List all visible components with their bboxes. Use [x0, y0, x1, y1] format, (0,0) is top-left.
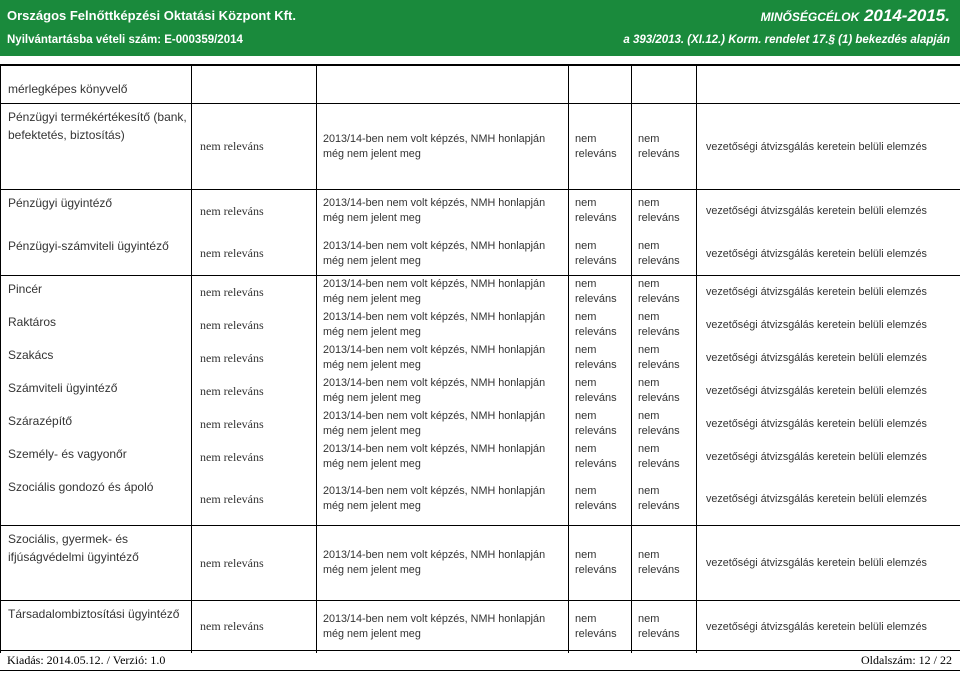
relevance-cell: nem releváns — [192, 526, 317, 601]
table-row — [1, 601, 960, 653]
evaluation-cell: vezetőségi átvizsgálás keretein belüli elemzés — [697, 342, 960, 375]
indicator-cell-b: nem releváns — [632, 601, 697, 653]
qualification-name-cell: Pincér — [1, 276, 192, 309]
indicator-cell-a: nem releváns — [569, 441, 632, 474]
page-number: Oldalszám: 12 / 22 — [861, 653, 952, 667]
training-status-cell: 2013/14-ben nem volt képzés, NMH honlapján még nem jelent meg — [317, 309, 569, 342]
evaluation-cell — [697, 66, 960, 104]
evaluation-cell: vezetőségi átvizsgálás keretein belüli elemzés — [697, 474, 960, 526]
registration-number: Nyilvántartásba vételi szám: E-000359/2014 — [7, 34, 243, 46]
evaluation-cell: vezetőségi átvizsgálás keretein belüli elemzés — [697, 104, 960, 190]
indicator-cell-a: nem releváns — [569, 474, 632, 526]
indicator-cell-b: nem releváns — [632, 342, 697, 375]
evaluation-cell: vezetőségi átvizsgálás keretein belüli elemzés — [697, 375, 960, 408]
training-status-cell: 2013/14-ben nem volt képzés, NMH honlapján még nem jelent meg — [317, 190, 569, 233]
qualification-name-cell: Személy- és vagyonőr — [1, 441, 192, 474]
table-row — [1, 190, 960, 233]
indicator-cell-a: nem releváns — [569, 190, 632, 233]
training-status-cell: 2013/14-ben nem volt képzés, NMH honlapján még nem jelent meg — [317, 233, 569, 276]
indicator-cell-a: nem releváns — [569, 601, 632, 653]
indicator-cell-a: nem releváns — [569, 408, 632, 441]
qualification-name-cell: Számviteli ügyintéző — [1, 375, 192, 408]
training-status-cell: 2013/14-ben nem volt képzés, NMH honlapján még nem jelent meg — [317, 375, 569, 408]
page-header — [0, 0, 960, 56]
table-row — [1, 309, 960, 342]
relevance-cell: nem releváns — [192, 190, 317, 233]
evaluation-cell: vezetőségi átvizsgálás keretein belüli elemzés — [697, 601, 960, 653]
quality-goals-title — [761, 6, 950, 26]
table-row — [1, 408, 960, 441]
evaluation-cell: vezetőségi átvizsgálás keretein belüli elemzés — [697, 408, 960, 441]
table-row — [1, 104, 960, 190]
evaluation-cell: vezetőségi átvizsgálás keretein belüli elemzés — [697, 190, 960, 233]
relevance-cell: nem releváns — [192, 408, 317, 441]
table-row — [1, 276, 960, 309]
indicator-cell-b: nem releváns — [632, 309, 697, 342]
indicator-cell-b: nem releváns — [632, 526, 697, 601]
relevance-cell: nem releváns — [192, 601, 317, 653]
evaluation-cell: vezetőségi átvizsgálás keretein belüli elemzés — [697, 276, 960, 309]
indicator-cell-b: nem releváns — [632, 375, 697, 408]
quality-goals-label: MINŐSÉGCÉLOK — [760, 10, 860, 24]
indicator-cell-b: nem releváns — [632, 233, 697, 276]
table-row — [1, 342, 960, 375]
indicator-cell-b: nem releváns — [632, 474, 697, 526]
evaluation-cell: vezetőségi átvizsgálás keretein belüli elemzés — [697, 233, 960, 276]
qualification-name-cell: Szárazépítő — [1, 408, 192, 441]
indicator-cell-b: nem releváns — [632, 408, 697, 441]
table-row — [1, 233, 960, 276]
qualification-name-cell: mérlegképes könyvelő — [1, 66, 192, 104]
indicator-cell-a: nem releváns — [569, 309, 632, 342]
organization-name: Országos Felnőttképzési Oktatási Központ Kft. — [7, 8, 296, 23]
training-status-cell: 2013/14-ben nem volt képzés, NMH honlapján még nem jelent meg — [317, 342, 569, 375]
indicator-cell-a: nem releváns — [569, 375, 632, 408]
qualification-name-cell: Pénzügyi-számviteli ügyintéző — [1, 233, 192, 276]
indicator-cell-a: nem releváns — [569, 342, 632, 375]
edition-info: Kiadás: 2014.05.12. / Verzió: 1.0 — [7, 653, 166, 667]
relevance-cell: nem releváns — [192, 474, 317, 526]
relevance-cell: nem releváns — [192, 309, 317, 342]
legal-reference: a 393/2013. (XI.12.) Korm. rendelet 17.§ (1) bekezdés alapján — [623, 34, 950, 46]
table-row — [1, 66, 960, 104]
indicator-cell-a: nem releváns — [569, 526, 632, 601]
indicator-cell-b — [632, 66, 697, 104]
relevance-cell: nem releváns — [192, 342, 317, 375]
qualification-name-cell: Szakács — [1, 342, 192, 375]
qualification-name-cell: Társadalombiztosítási ügyintéző — [1, 601, 192, 653]
relevance-cell: nem releváns — [192, 233, 317, 276]
qualification-table — [0, 65, 960, 653]
relevance-cell: nem releváns — [192, 441, 317, 474]
training-status-cell: 2013/14-ben nem volt képzés, NMH honlapján még nem jelent meg — [317, 441, 569, 474]
table-row — [1, 526, 960, 601]
training-status-cell: 2013/14-ben nem volt képzés, NMH honlapján még nem jelent meg — [317, 104, 569, 190]
table-row — [1, 375, 960, 408]
indicator-cell-b: nem releváns — [632, 276, 697, 309]
relevance-cell: nem releváns — [192, 375, 317, 408]
qualification-name-cell: Szociális gondozó és ápoló — [1, 474, 192, 526]
relevance-cell — [192, 66, 317, 104]
indicator-cell-a: nem releváns — [569, 276, 632, 309]
page-footer — [0, 650, 960, 671]
document-table-area — [0, 64, 960, 653]
qualification-name-cell: Szociális, gyermek- és ifjúságvédelmi ügyintéző — [1, 526, 192, 601]
evaluation-cell: vezetőségi átvizsgálás keretein belüli elemzés — [697, 526, 960, 601]
qualification-name-cell: Raktáros — [1, 309, 192, 342]
relevance-cell: nem releváns — [192, 276, 317, 309]
qualification-name-cell: Pénzügyi ügyintéző — [1, 190, 192, 233]
relevance-cell: nem releváns — [192, 104, 317, 190]
evaluation-cell: vezetőségi átvizsgálás keretein belüli elemzés — [697, 441, 960, 474]
indicator-cell-a: nem releváns — [569, 104, 632, 190]
table-row — [1, 474, 960, 526]
qualification-name-cell: Pénzügyi termékértékesítő (bank, befektetés, biztosítás) — [1, 104, 192, 190]
table-row — [1, 441, 960, 474]
training-status-cell: 2013/14-ben nem volt képzés, NMH honlapján még nem jelent meg — [317, 474, 569, 526]
training-status-cell: 2013/14-ben nem volt képzés, NMH honlapján még nem jelent meg — [317, 601, 569, 653]
training-status-cell: 2013/14-ben nem volt képzés, NMH honlapján még nem jelent meg — [317, 526, 569, 601]
quality-goals-years: 2014-2015. — [863, 6, 950, 25]
indicator-cell-a — [569, 66, 632, 104]
training-status-cell — [317, 66, 569, 104]
evaluation-cell: vezetőségi átvizsgálás keretein belüli elemzés — [697, 309, 960, 342]
training-status-cell: 2013/14-ben nem volt képzés, NMH honlapján még nem jelent meg — [317, 408, 569, 441]
indicator-cell-b: nem releváns — [632, 190, 697, 233]
indicator-cell-b: nem releváns — [632, 441, 697, 474]
indicator-cell-b: nem releváns — [632, 104, 697, 190]
training-status-cell: 2013/14-ben nem volt képzés, NMH honlapján még nem jelent meg — [317, 276, 569, 309]
indicator-cell-a: nem releváns — [569, 233, 632, 276]
